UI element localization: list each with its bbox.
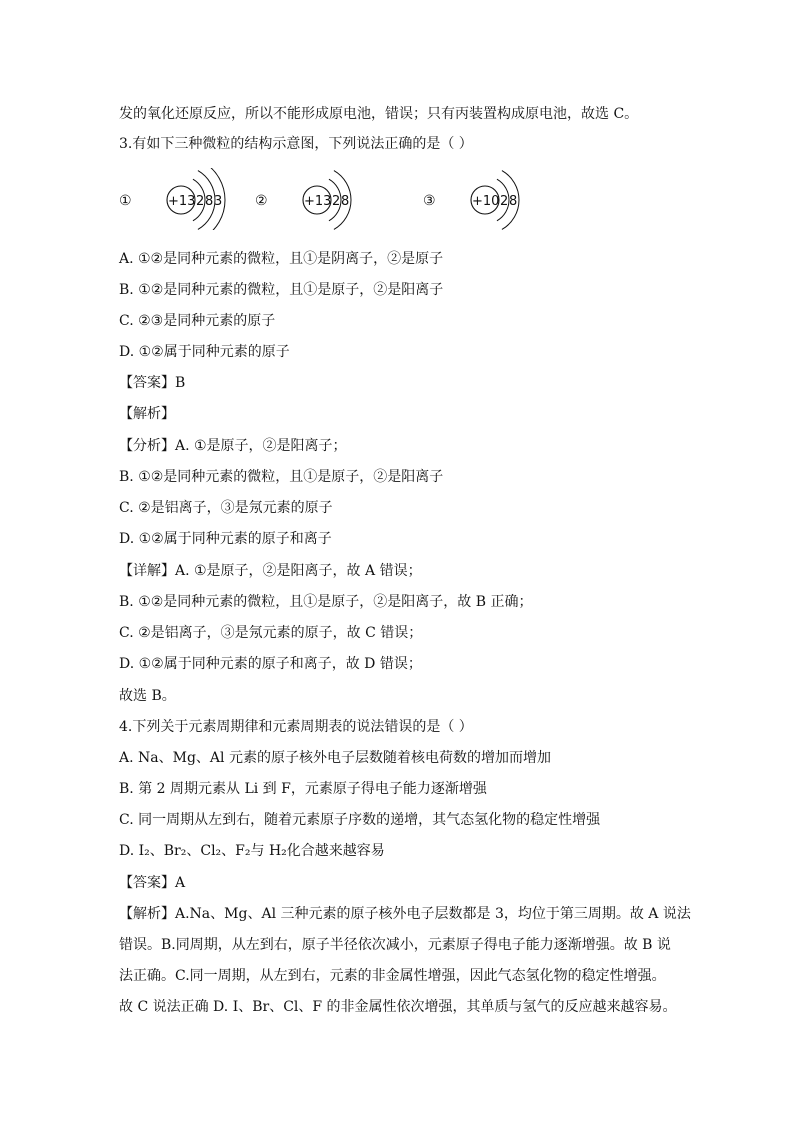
text-line: A. ①②是同种元素的微粒，且①是阴离子，②是原子 bbox=[119, 251, 444, 267]
text-line: D. I₂、Br₂、Cl₂、F₂与 H₂化合越来越容易 bbox=[119, 843, 385, 859]
text-line: B. ①②是同种元素的微粒，且①是原子，②是阳离子 bbox=[119, 469, 444, 485]
text-line: D. ①②属于同种元素的原子 bbox=[119, 344, 290, 360]
text-line: C. ②是铝离子，③是氖元素的原子 bbox=[119, 500, 333, 516]
text-line: 【解析】A.Na、Mg、Al 三种元素的原子核外电子层数都是 3，均位于第三周期。故 A 说法 bbox=[119, 906, 691, 922]
text-line: C. ②是铝离子，③是氖元素的原子，故 C 错误； bbox=[119, 625, 423, 641]
text-line: 故选 B。 bbox=[119, 688, 176, 704]
text-line: B. ①②是同种元素的微粒，且①是原子，②是阳离子，故 B 正确； bbox=[119, 594, 533, 610]
text-line: 4.下列关于元素周期律和元素周期表的说法错误的是（ ） bbox=[119, 719, 473, 735]
text-line: 【详解】A. ①是原子，②是阳离子，故 A 错误； bbox=[119, 563, 422, 579]
text-line: 发的氧化还原反应，所以不能形成原电池，错误；只有丙装置构成原电池，故选 C。 bbox=[119, 106, 639, 122]
text-line: 故 C 说法正确 D. I、Br、Cl、F 的非金属性依次增强，其单质与氢气的反应越来越容易。 bbox=[119, 999, 677, 1015]
electron-count: 8 bbox=[341, 194, 350, 209]
atom-marker: ① bbox=[119, 193, 132, 209]
electron-count: 3 bbox=[214, 194, 223, 209]
electron-count: 2 bbox=[500, 194, 509, 209]
text-line: 【解析】 bbox=[119, 406, 175, 422]
atom-diagram-3 bbox=[423, 171, 519, 230]
text-line: 【答案】B bbox=[119, 375, 186, 391]
electron-count: 8 bbox=[205, 194, 214, 209]
text-line: C. 同一周期从左到右，随着元素原子序数的递增，其气态氢化物的稳定性增强 bbox=[119, 812, 601, 828]
atom-diagram-1 bbox=[119, 168, 225, 230]
atom-diagram-svg bbox=[119, 168, 539, 230]
text-line: 3.有如下三种微粒的结构示意图，下列说法正确的是（ ） bbox=[119, 136, 473, 152]
nucleus-charge: +13 bbox=[304, 194, 332, 209]
electron-count: 2 bbox=[332, 194, 341, 209]
text-line: 【答案】A bbox=[119, 875, 186, 891]
text-line: C. ②③是同种元素的原子 bbox=[119, 313, 276, 329]
text-line: 法正确。C.同一周期，从左到右，元素的非金属性增强，因此气态氢化物的稳定性增强。 bbox=[119, 968, 666, 984]
atom-marker: ② bbox=[255, 193, 268, 209]
text-line: B. ①②是同种元素的微粒，且①是原子，②是阳离子 bbox=[119, 282, 444, 298]
atom-diagram-2 bbox=[255, 171, 351, 230]
text-line: 【分析】A. ①是原子，②是阳离子； bbox=[119, 438, 347, 454]
nucleus-charge: +10 bbox=[472, 194, 500, 209]
text-line: A. Na、Mg、Al 元素的原子核外电子层数随着核电荷数的增加而增加 bbox=[119, 750, 551, 766]
electron-count: 2 bbox=[196, 194, 205, 209]
text-line: 错误。B.同周期，从左到右，原子半径依次减小，元素原子得电子能力逐渐增强。故 B 说 bbox=[119, 937, 671, 953]
text-line: D. ①②属于同种元素的原子和离子，故 D 错误； bbox=[119, 656, 422, 672]
atom-structure-diagrams bbox=[119, 168, 539, 230]
text-line: B. 第 2 周期元素从 Li 到 F，元素原子得电子能力逐渐增强 bbox=[119, 781, 487, 797]
atom-marker: ③ bbox=[423, 193, 436, 209]
text-line: D. ①②属于同种元素的原子和离子 bbox=[119, 531, 332, 547]
electron-count: 8 bbox=[509, 194, 518, 209]
nucleus-charge: +13 bbox=[168, 194, 196, 209]
